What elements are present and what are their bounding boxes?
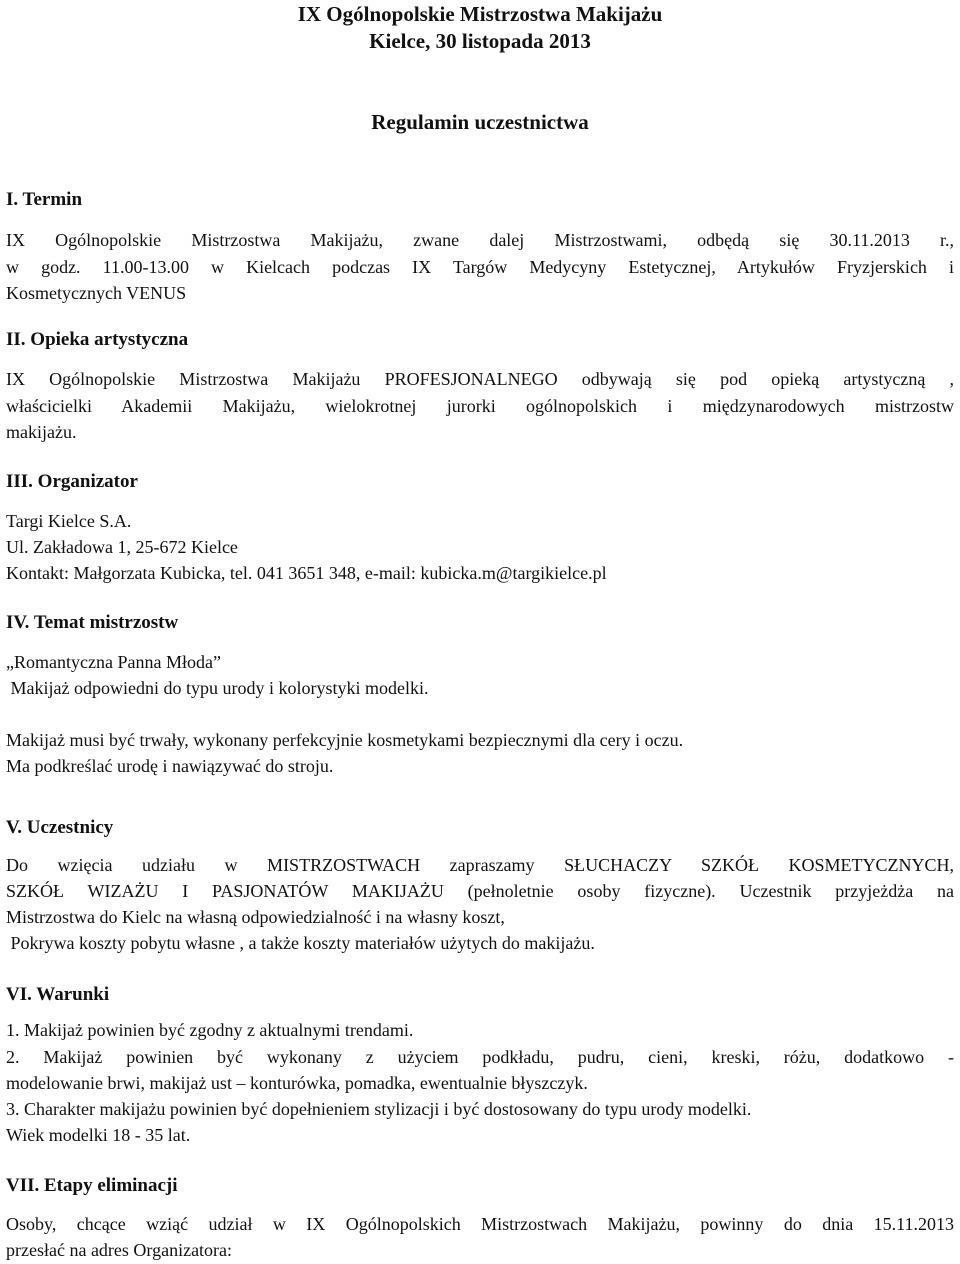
section-heading-opieka: II. Opieka artystyczna — [6, 329, 189, 350]
paragraph-line: IX Ogólnopolskie Mistrzostwa Makijażu PROFESJONALNEGO odbywają się pod opieką artystyczną , — [6, 369, 954, 389]
document-title: Regulamin uczestnictwa — [371, 110, 589, 134]
event-title: IX Ogólnopolskie Mistrzostwa Makijażu — [297, 2, 663, 26]
condition-item: 1. Makijaż powinien być zgodny z aktualnymi trendami. — [6, 1020, 414, 1040]
paragraph-line: modelowanie brwi, makijaż ust – konturówka, pomadka, ewentualnie błyszczyk. — [6, 1073, 588, 1093]
paragraph-line: Ma podkreślać urodę i nawiązywać do stroju. — [6, 756, 334, 776]
section-heading-etapy: VII. Etapy eliminacji — [6, 1175, 178, 1196]
condition-item: 3. Charakter makijażu powinien być dopełnieniem stylizacji i być dostosowany do typu urody modelki. — [6, 1099, 752, 1119]
organizer-name: Targi Kielce S.A. — [6, 511, 132, 531]
paragraph-line: Pokrywa koszty pobytu własne , a także koszty materiałów użytych do makijażu. — [6, 933, 595, 953]
paragraph-line: Osoby, chcące wziąć udział w IX Ogólnopolskich Mistrzostwach Makijażu, powinny do dnia 15.11.2013 — [6, 1214, 954, 1234]
paragraph-line: właścicielki Akademii Makijażu, wielokrotnej jurorki ogólnopolskich i międzynarodowych mistrzostw — [6, 396, 954, 416]
paragraph-line: Mistrzostwa do Kielc na własną odpowiedzialność i na własny koszt, — [6, 907, 505, 927]
theme-title: „Romantyczna Panna Młoda” — [6, 652, 221, 672]
section-heading-uczestnicy: V. Uczestnicy — [6, 817, 114, 838]
paragraph-line: Do wzięcia udziału w MISTRZOSTWACH zapraszamy SŁUCHACZY SZKÓŁ KOSMETYCZNYCH, — [6, 855, 954, 875]
paragraph-line: przesłać na adres Organizatora: — [6, 1240, 233, 1260]
section-heading-termin: I. Termin — [6, 189, 83, 210]
paragraph-line: Wiek modelki 18 - 35 lat. — [6, 1125, 191, 1145]
section-heading-warunki: VI. Warunki — [6, 984, 110, 1005]
organizer-address: Ul. Zakładowa 1, 25-672 Kielce — [6, 537, 238, 557]
paragraph-line: Makijaż odpowiedni do typu urody i kolorystyki modelki. — [6, 678, 429, 698]
section-heading-temat: IV. Temat mistrzostw — [6, 612, 179, 633]
paragraph-line: w godz. 11.00-13.00 w Kielcach podczas IX Targów Medycyny Estetycznej, Artykułów Fryzjerskich i — [6, 257, 954, 277]
paragraph-line: makijażu. — [6, 422, 77, 442]
paragraph-line: SZKÓŁ WIZAŻU I PASJONATÓW MAKIJAŻU (pełnoletnie osoby fizyczne). Uczestnik przyjeżdża na — [6, 881, 954, 901]
section-heading-organizator: III. Organizator — [6, 471, 138, 492]
paragraph-line: Kosmetycznych VENUS — [6, 283, 187, 303]
organizer-contact: Kontakt: Małgorzata Kubicka, tel. 041 3651 348, e-mail: kubicka.m@targikielce.pl — [6, 563, 607, 583]
paragraph-line: IX Ogólnopolskie Mistrzostwa Makijażu, zwane dalej Mistrzostwami, odbędą się 30.11.2013 r., — [6, 230, 954, 250]
event-date-location: Kielce, 30 listopada 2013 — [369, 29, 591, 53]
condition-item: 2. Makijaż powinien być wykonany z użyciem podkładu, pudru, cieni, kreski, różu, dodatkowo - — [6, 1047, 954, 1067]
paragraph-line: Makijaż musi być trwały, wykonany perfekcyjnie kosmetykami bezpiecznymi dla cery i oczu. — [6, 730, 684, 750]
